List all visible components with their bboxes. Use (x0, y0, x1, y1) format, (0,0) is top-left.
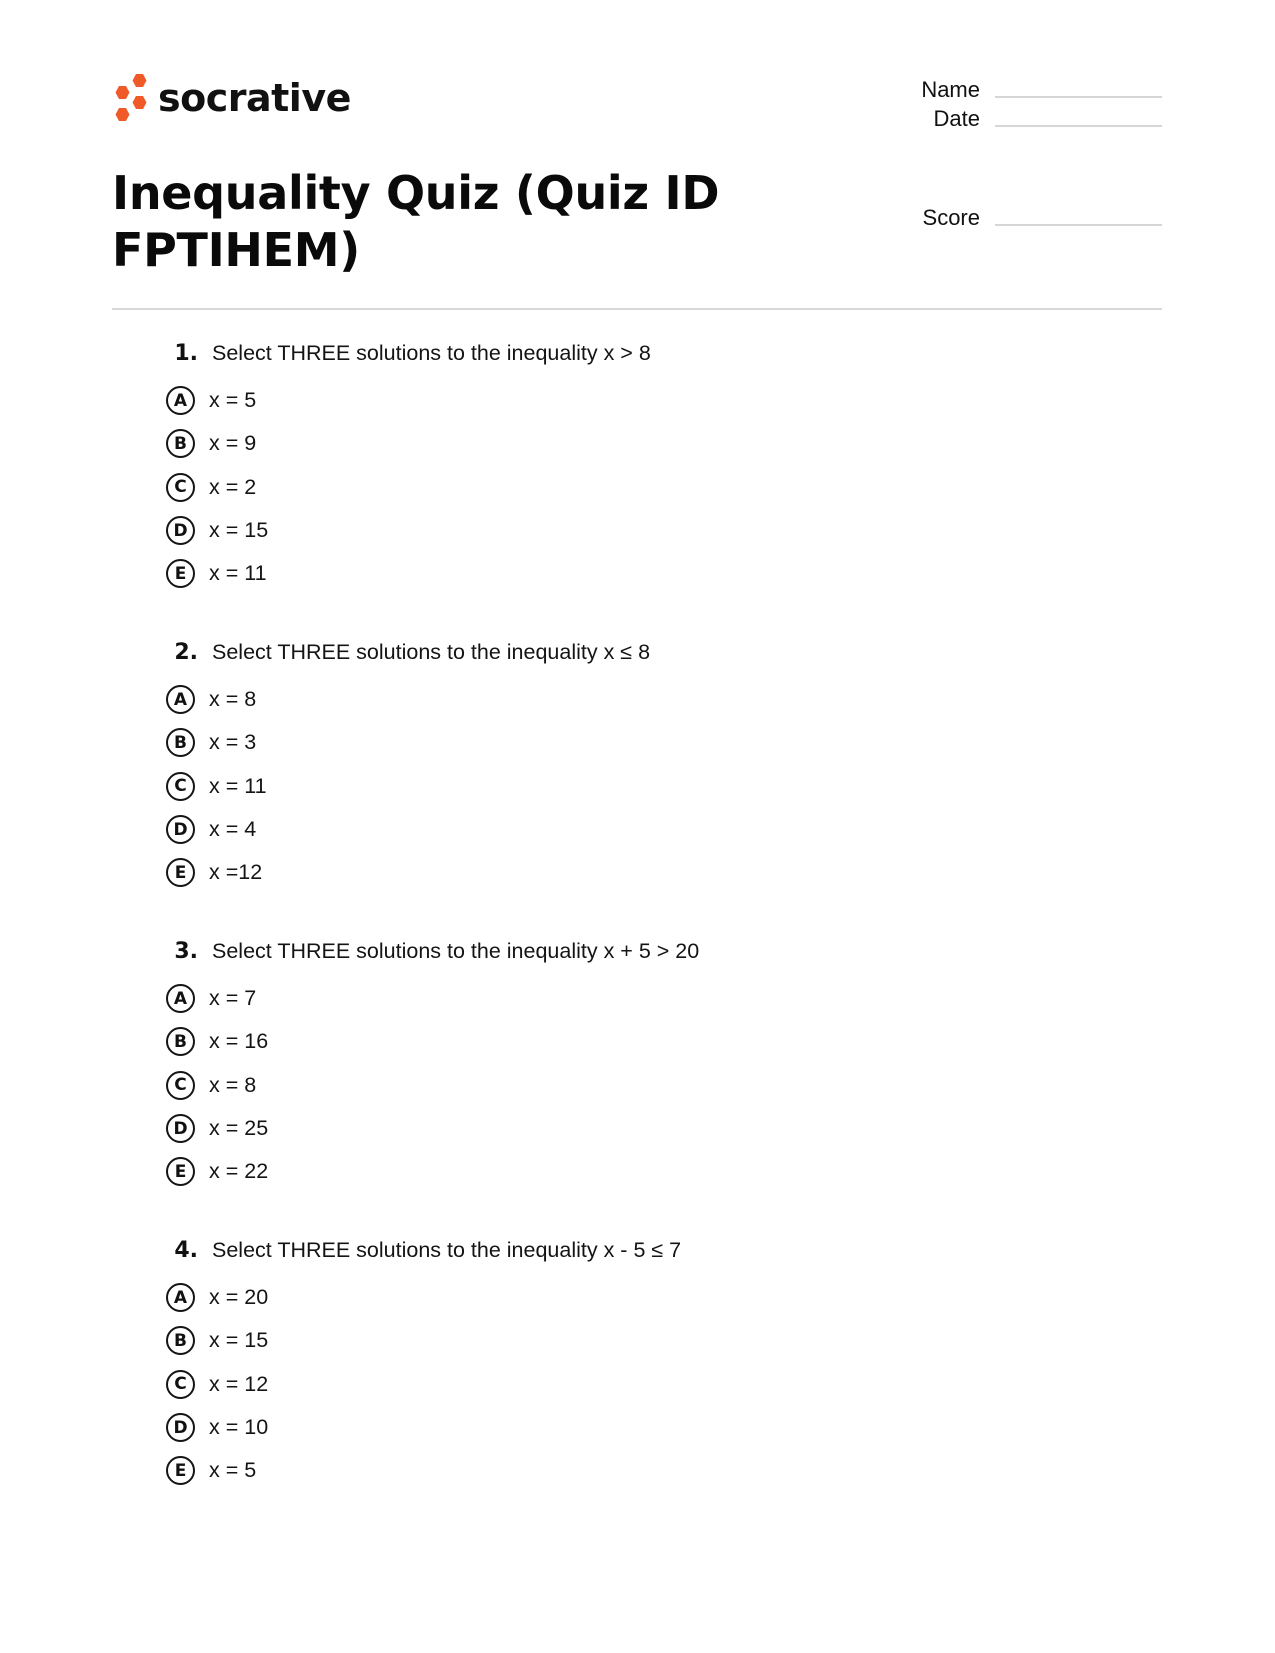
answer-option-a[interactable] (160, 379, 1060, 422)
question-header (160, 341, 1060, 379)
answer-option-c[interactable] (160, 466, 1060, 509)
option-letter-circle-icon[interactable]: B (166, 1326, 195, 1355)
answer-option-c[interactable] (160, 1064, 1060, 1107)
answer-options (160, 379, 1060, 595)
date-field[interactable] (860, 107, 1162, 131)
option-text: x = 11 (209, 561, 267, 586)
question-header (160, 640, 1060, 678)
option-letter-circle-icon[interactable]: C (166, 1370, 195, 1399)
option-text: x = 2 (209, 474, 257, 499)
name-field[interactable] (860, 78, 1162, 102)
option-letter-circle-icon[interactable]: D (166, 516, 195, 545)
option-text: x = 15 (209, 1328, 269, 1353)
option-text: x = 9 (209, 431, 257, 456)
question-number: 3. (174, 939, 198, 964)
answer-option-d[interactable] (160, 1406, 1060, 1449)
question-3 (160, 939, 1060, 1193)
option-letter-circle-icon[interactable]: B (166, 1027, 195, 1056)
option-text: x = 10 (209, 1415, 269, 1440)
option-letter-circle-icon[interactable]: B (166, 728, 195, 757)
option-letter-circle-icon[interactable]: A (166, 386, 195, 415)
answer-option-d[interactable] (160, 808, 1060, 851)
option-letter-circle-icon[interactable]: E (166, 559, 195, 588)
question-1 (160, 341, 1060, 595)
hexagon-cluster-logo-icon (110, 72, 150, 124)
option-text: x = 5 (209, 1458, 257, 1483)
option-text: x = 20 (209, 1285, 269, 1310)
name-input-line[interactable] (995, 96, 1162, 98)
option-letter-circle-icon[interactable]: D (166, 815, 195, 844)
header-divider (112, 308, 1162, 310)
answer-options (160, 977, 1060, 1193)
question-header (160, 939, 1060, 977)
question-4 (160, 1238, 1060, 1492)
option-letter-circle-icon[interactable]: E (166, 1456, 195, 1485)
answer-options (160, 1276, 1060, 1492)
answer-option-b[interactable] (160, 1319, 1060, 1362)
option-text: x = 12 (209, 1371, 269, 1396)
option-text: x = 7 (209, 986, 257, 1011)
option-letter-circle-icon[interactable]: E (166, 858, 195, 887)
option-text: x = 4 (209, 817, 257, 842)
question-number: 2. (174, 640, 198, 665)
date-label: Date (933, 106, 980, 131)
question-text: Select THREE solutions to the inequality x > 8 (212, 341, 651, 365)
option-text: x = 5 (209, 388, 257, 413)
option-text: x = 25 (209, 1116, 269, 1141)
name-label: Name (921, 77, 980, 102)
answer-option-a[interactable] (160, 1276, 1060, 1319)
option-text: x = 15 (209, 518, 269, 543)
answer-option-e[interactable] (160, 552, 1060, 595)
answer-option-e[interactable] (160, 1449, 1060, 1492)
option-text: x = 16 (209, 1029, 269, 1054)
option-letter-circle-icon[interactable]: A (166, 984, 195, 1013)
answer-option-b[interactable] (160, 1020, 1060, 1063)
option-text: x = 11 (209, 773, 267, 798)
quiz-title: Inequality Quiz (Quiz ID FPTIHEM) (112, 166, 720, 277)
option-text: x = 22 (209, 1159, 269, 1184)
question-number: 1. (174, 341, 198, 366)
date-input-line[interactable] (995, 125, 1162, 127)
answer-option-b[interactable] (160, 721, 1060, 764)
option-text: x =12 (209, 860, 263, 885)
question-2 (160, 640, 1060, 894)
answer-option-e[interactable] (160, 851, 1060, 894)
option-letter-circle-icon[interactable]: E (166, 1157, 195, 1186)
option-letter-circle-icon[interactable]: C (166, 1071, 195, 1100)
option-letter-circle-icon[interactable]: C (166, 473, 195, 502)
answer-option-a[interactable] (160, 678, 1060, 721)
answer-option-d[interactable] (160, 509, 1060, 552)
answer-option-c[interactable] (160, 765, 1060, 808)
option-letter-circle-icon[interactable]: C (166, 772, 195, 801)
option-text: x = 8 (209, 687, 257, 712)
score-input-line[interactable] (995, 224, 1162, 226)
question-number: 4. (174, 1238, 198, 1263)
answer-option-b[interactable] (160, 422, 1060, 465)
answer-option-d[interactable] (160, 1107, 1060, 1150)
question-header (160, 1238, 1060, 1276)
socrative-logo (110, 70, 351, 126)
answer-option-c[interactable] (160, 1363, 1060, 1406)
option-letter-circle-icon[interactable]: A (166, 685, 195, 714)
answer-option-e[interactable] (160, 1150, 1060, 1193)
option-text: x = 3 (209, 730, 257, 755)
question-text: Select THREE solutions to the inequality x - 5 ≤ 7 (212, 1238, 682, 1262)
option-letter-circle-icon[interactable]: D (166, 1114, 195, 1143)
brand-name: socrative (158, 76, 351, 120)
question-text: Select THREE solutions to the inequality x + 5 > 20 (212, 939, 700, 963)
option-text: x = 8 (209, 1072, 257, 1097)
option-letter-circle-icon[interactable]: A (166, 1283, 195, 1312)
score-field[interactable] (860, 206, 1162, 230)
answer-option-a[interactable] (160, 977, 1060, 1020)
answer-options (160, 678, 1060, 894)
option-letter-circle-icon[interactable]: D (166, 1413, 195, 1442)
question-text: Select THREE solutions to the inequality x ≤ 8 (212, 640, 651, 664)
option-letter-circle-icon[interactable]: B (166, 429, 195, 458)
score-label: Score (922, 205, 980, 230)
